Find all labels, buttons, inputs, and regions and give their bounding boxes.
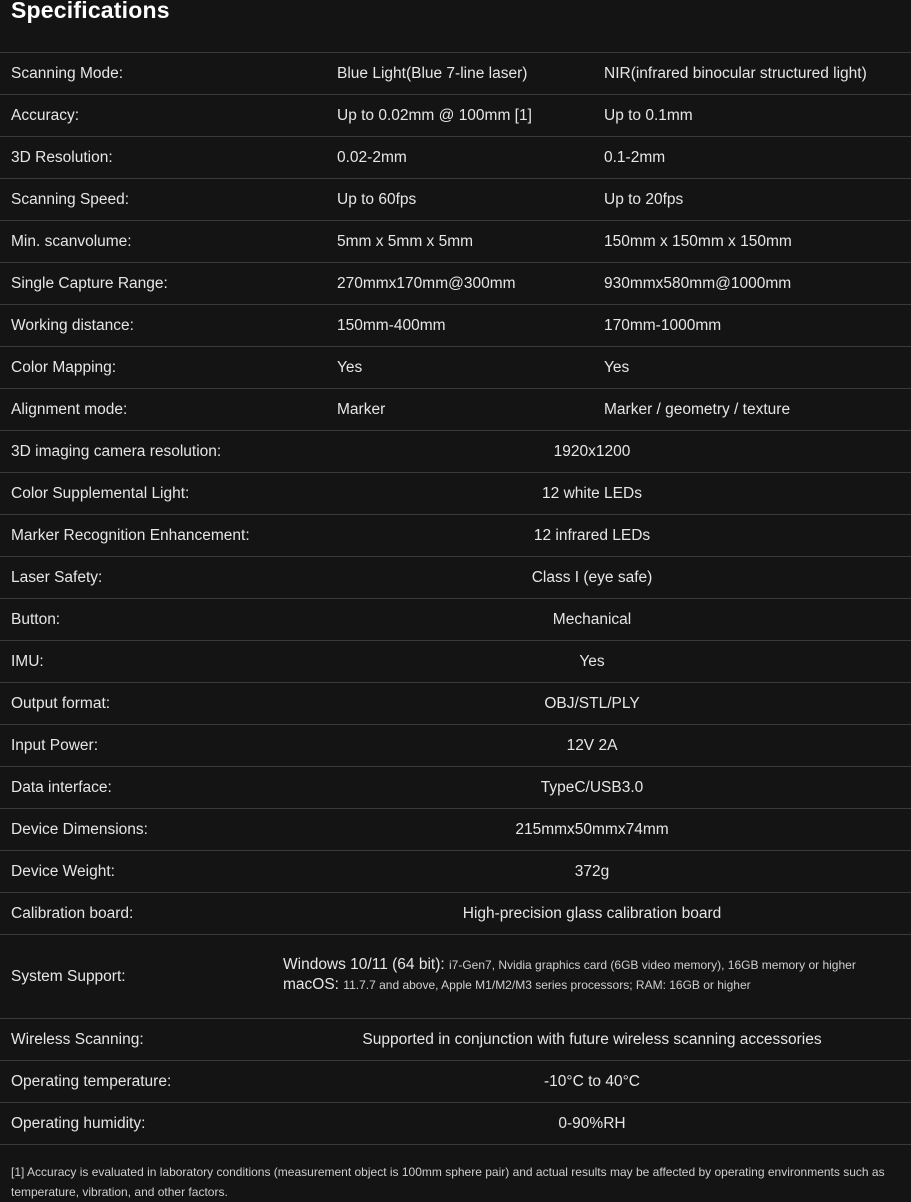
row-label: Accuracy: — [11, 106, 80, 124]
row-value-nir: Marker / geometry / texture — [604, 400, 791, 418]
row-value: Supported in conjunction with future wireless scanning accessories — [362, 1030, 822, 1048]
footnote: [1] Accuracy is evaluated in laboratory conditions (measurement object is 100mm sphere pair) and actual results may be affected by operating environments such as temperature, vibration, and other factors. — [11, 1165, 885, 1199]
row-value: 1920x1200 — [553, 442, 631, 460]
row-value-nir: Up to 0.1mm — [604, 106, 693, 124]
row-label: Working distance: — [11, 316, 134, 334]
table-row — [0, 389, 911, 431]
row-label: Wireless Scanning: — [11, 1030, 144, 1048]
table-row — [0, 809, 911, 851]
row-value: 12V 2A — [566, 736, 618, 754]
table-row — [0, 599, 911, 641]
row-label: 3D imaging camera resolution: — [11, 442, 222, 460]
row-label: Scanning Speed: — [11, 190, 130, 208]
row-label: Device Dimensions: — [11, 820, 148, 838]
table-row — [0, 263, 911, 305]
row-label: Operating temperature: — [11, 1072, 172, 1090]
page-title: Specifications — [11, 0, 170, 23]
row-label: Data interface: — [11, 778, 112, 796]
row-value-blue-light: Up to 0.02mm @ 100mm [1] — [337, 106, 532, 124]
row-value: High-precision glass calibration board — [462, 904, 722, 922]
row-value-blue-light: 0.02-2mm — [337, 148, 407, 166]
row-value-blue-light: Yes — [337, 358, 363, 376]
table-row — [0, 473, 911, 515]
row-value: -10°C to 40°C — [544, 1072, 640, 1090]
row-value: Mechanical — [552, 610, 632, 628]
row-label: Operating humidity: — [11, 1114, 146, 1132]
row-label: Laser Safety: — [11, 568, 103, 586]
row-value-nir: 170mm-1000mm — [604, 316, 722, 334]
windows-detail: i7-Gen7, Nvidia graphics card (6GB video memory), 16GB memory or higher — [449, 958, 856, 972]
row-value-nir: 0.1-2mm — [604, 148, 666, 166]
table-row — [0, 53, 911, 95]
row-value-blue-light: 150mm-400mm — [337, 316, 446, 334]
row-value-nir: 930mmx580mm@1000mm — [604, 274, 792, 292]
table-row — [0, 725, 911, 767]
table-row — [0, 305, 911, 347]
table-row — [0, 347, 911, 389]
row-value: 0-90%RH — [558, 1114, 626, 1132]
table-row — [0, 137, 911, 179]
row-value: 372g — [574, 862, 610, 880]
row-label: Min. scanvolume: — [11, 232, 132, 250]
mac-os: macOS: — [283, 976, 339, 993]
row-label: Single Capture Range: — [11, 274, 168, 292]
row-label: Input Power: — [11, 736, 99, 754]
row-label: Color Mapping: — [11, 358, 117, 376]
row-value: 12 white LEDs — [542, 484, 642, 502]
table-row — [0, 893, 911, 935]
row-value: TypeC/USB3.0 — [540, 778, 644, 796]
row-value: Class I (eye safe) — [531, 568, 653, 586]
windows-os: Windows 10/11 (64 bit): — [283, 956, 445, 973]
row-value: OBJ/STL/PLY — [544, 694, 640, 712]
row-label: Alignment mode: — [11, 400, 128, 418]
row-value-blue-light: 5mm x 5mm x 5mm — [337, 232, 474, 250]
row-value-blue-light: 270mmx170mm@300mm — [337, 274, 516, 292]
table-row — [0, 1019, 911, 1061]
system-support-value — [283, 955, 856, 995]
row-value-nir: Yes — [604, 358, 630, 376]
table-row — [0, 767, 911, 809]
table-row — [0, 683, 911, 725]
row-value-blue-light: Up to 60fps — [337, 190, 417, 208]
row-label: Device Weight: — [11, 862, 115, 880]
row-label: System Support: — [11, 967, 126, 985]
table-row — [0, 179, 911, 221]
row-label: Calibration board: — [11, 904, 134, 922]
row-value-nir: NIR(infrared binocular structured light) — [604, 64, 867, 82]
table-row — [0, 1061, 911, 1103]
row-label: 3D Resolution: — [11, 148, 113, 166]
row-value: Yes — [579, 652, 605, 670]
spec-table — [0, 53, 911, 1145]
row-label: Marker Recognition Enhancement: — [11, 526, 250, 544]
mac-detail: 11.7.7 and above, Apple M1/M2/M3 series processors; RAM: 16GB or higher — [343, 978, 751, 992]
row-value: 215mmx50mmx74mm — [515, 820, 669, 838]
row-value-blue-light: Blue Light(Blue 7-line laser) — [337, 64, 528, 82]
table-row — [0, 1103, 911, 1145]
table-row — [0, 641, 911, 683]
table-row — [0, 95, 911, 137]
row-value-blue-light: Marker — [337, 400, 386, 418]
row-label: Scanning Mode: — [11, 64, 124, 82]
table-row — [0, 515, 911, 557]
row-label: IMU: — [11, 652, 44, 670]
row-value-nir: Up to 20fps — [604, 190, 684, 208]
table-row — [0, 557, 911, 599]
row-label: Output format: — [11, 694, 111, 712]
table-row — [0, 431, 911, 473]
table-row — [0, 851, 911, 893]
table-row — [0, 221, 911, 263]
table-row-system-support — [0, 935, 911, 1019]
row-label: Color Supplemental Light: — [11, 484, 190, 502]
row-value-nir: 150mm x 150mm x 150mm — [604, 232, 792, 250]
row-value: 12 infrared LEDs — [533, 526, 651, 544]
row-label: Button: — [11, 610, 61, 628]
